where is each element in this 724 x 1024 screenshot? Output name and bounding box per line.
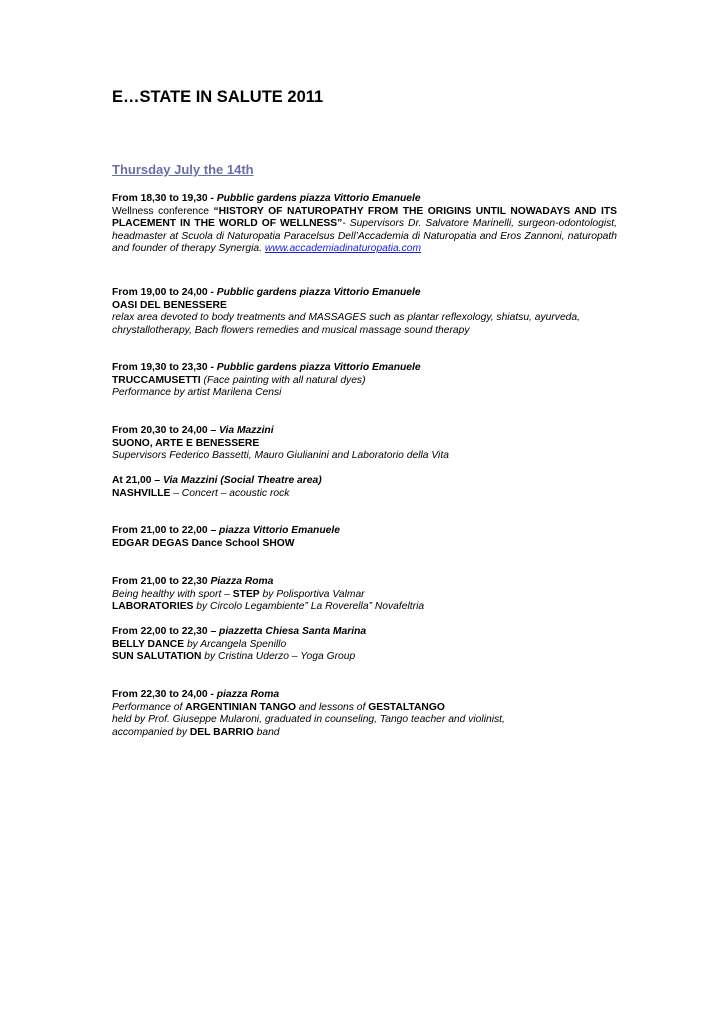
event-place: Pubblic gardens piazza Vittorio Emanuele xyxy=(216,193,421,204)
event-line-pre: Being healthy with sport – xyxy=(112,588,233,600)
event-naturopathy-conference xyxy=(112,193,617,256)
event-name: STEP xyxy=(232,588,260,600)
event-suono-arte xyxy=(112,425,617,463)
event-name-note: (Face painting with all natural dyes) xyxy=(203,374,366,386)
event-time: From 22,30 to 24,00 - xyxy=(112,689,217,700)
event-teacher: held by Prof. Giuseppe Mularoni, graduated in counseling, Tango teacher and violinist, xyxy=(112,714,505,726)
event-time: From 19,30 to 23,30 - xyxy=(112,362,217,373)
event-name: GESTALTANGO xyxy=(368,701,445,713)
event-name: SUN SALUTATION xyxy=(112,651,202,663)
event-line-pre: Performance of xyxy=(112,701,186,713)
event-place: Pubblic gardens piazza Vittorio Emanuele xyxy=(216,362,421,373)
event-place: Piazza Roma xyxy=(210,576,274,587)
event-name: LABORATORIES xyxy=(112,601,194,613)
event-line-post: by Circolo Legambiente” La Roverella” Novafeltria xyxy=(193,601,425,613)
event-intro: Wellness conference xyxy=(112,205,214,217)
event-name: ARGENTINIAN TANGO xyxy=(185,701,297,713)
event-line-post: by Cristina Uderzo – Yoga Group xyxy=(201,651,356,663)
event-step-laboratories xyxy=(112,576,617,614)
event-place: piazzetta Chiesa Santa Marina xyxy=(219,626,367,637)
academy-link[interactable]: www.accademiadinaturopatia.com xyxy=(264,243,422,255)
event-edgar-degas xyxy=(112,525,617,550)
conference-title: “HISTORY OF NATUROPATHY FROM THE ORIGINS UNTIL NOWADAYS AND ITS PLACEMENT IN THE WORLD OF WELLNESS” xyxy=(112,205,617,230)
event-time: From 22,00 to 22,30 – xyxy=(112,626,220,637)
event-belly-dance xyxy=(112,626,617,664)
event-name: NASHVILLE xyxy=(112,487,171,499)
event-time: At 21,00 – xyxy=(112,475,163,486)
event-name: OASI DEL BENESSERE xyxy=(112,299,227,311)
document-title: E…STATE IN SALUTE 2011 xyxy=(112,88,324,106)
event-line-pre: accompanied by xyxy=(112,726,190,738)
event-time: From 21,00 to 22,30 xyxy=(112,576,211,587)
event-name: SUONO, ARTE E BENESSERE xyxy=(112,437,260,449)
event-place: Via Mazzini (Social Theatre area) xyxy=(162,475,322,486)
event-name: BELLY DANCE xyxy=(112,638,185,650)
event-nashville xyxy=(112,475,617,500)
event-time: From 18,30 to 19,30 - xyxy=(112,193,217,204)
event-name: EDGAR DEGAS Dance School SHOW xyxy=(112,537,295,549)
event-place: piazza Vittorio Emanuele xyxy=(219,525,340,536)
event-oasi-benessere xyxy=(112,287,617,337)
event-supervisors: Supervisors Federico Bassetti, Mauro Giulianini and Laboratorio della Vita xyxy=(112,450,449,462)
event-tango xyxy=(112,689,617,739)
event-place: piazza Roma xyxy=(216,689,280,700)
event-line-mid: and lessons of xyxy=(296,701,369,713)
event-line-post: by Polisportiva Valmar xyxy=(259,588,365,600)
event-name: DEL BARRIO xyxy=(189,726,254,738)
event-place: Pubblic gardens piazza Vittorio Emanuele xyxy=(216,287,421,298)
event-line-post: band xyxy=(253,726,280,738)
event-time: From 20,30 to 24,00 – xyxy=(112,425,220,436)
event-description: – Concert – acoustic rock xyxy=(170,487,290,499)
event-name: TRUCCAMUSETTI xyxy=(112,374,204,386)
event-time: From 19,00 to 24,00 - xyxy=(112,287,217,298)
event-line-post: by Arcangela Spenillo xyxy=(184,638,287,650)
event-supervisors: - Supervisors Dr. Salvatore Marinelli, surgeon-odontologist, headmaster at Scuola di Naturopatia Paracelsus Dell’Accademia di Naturopatia and Eros Zannoni, naturopath and founder of therapy Synergia. xyxy=(112,218,617,255)
event-description: relax area devoted to body treatments and MASSAGES such as plantar reflexology, shiatsu, ayurveda, chrystallotherapy, Bach flowers remedies and musical massage sound therapy xyxy=(112,312,581,336)
date-heading: Thursday July the 14th xyxy=(112,162,254,177)
event-place: Via Mazzini xyxy=(219,425,274,436)
event-time: From 21,00 to 22,00 – xyxy=(112,525,220,536)
event-truccamusetti xyxy=(112,362,617,400)
event-performer: Performance by artist Marilena Censi xyxy=(112,387,282,399)
